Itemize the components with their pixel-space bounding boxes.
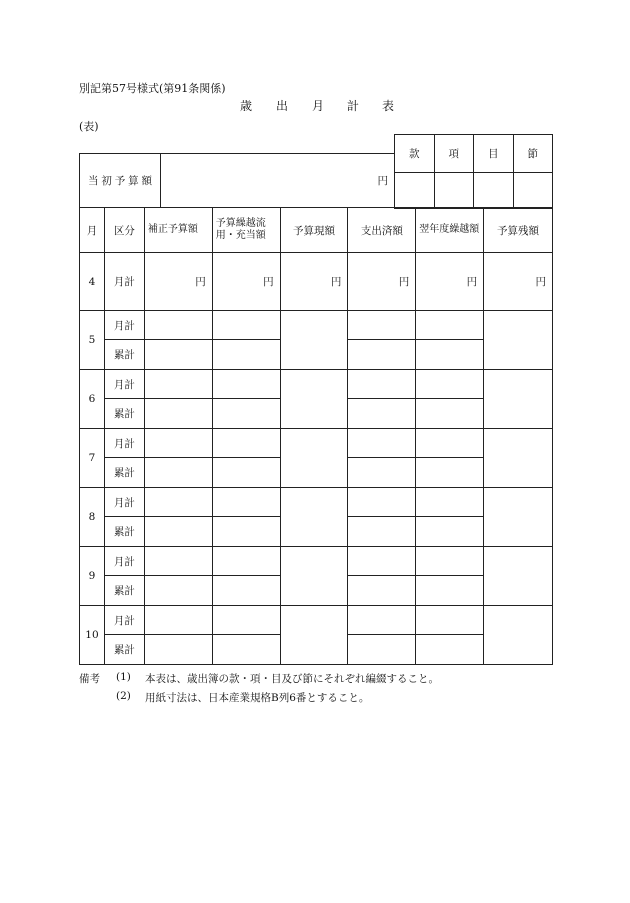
carryover-out-cell[interactable]: 円 [416,253,484,311]
initial-budget-value[interactable] [161,154,395,208]
category-cell: 月計 [104,547,144,576]
col-kan: 款 [395,135,435,173]
category-cell: 累計 [104,635,144,665]
remaining-cell[interactable]: 円 [484,253,553,311]
correction-cell[interactable] [144,458,212,488]
month-cell: 7 [80,429,105,488]
correction-cell[interactable] [144,399,212,429]
correction-cell[interactable] [144,606,212,635]
initial-budget-label: 当 初 予 算 額 [80,154,161,208]
carryover-in-cell[interactable] [212,429,280,458]
carryover-out-cell[interactable] [416,429,484,458]
correction-cell[interactable] [144,311,212,340]
table-row [80,311,553,340]
expended-cell[interactable] [348,370,416,399]
expended-cell[interactable] [348,547,416,576]
table-row [80,547,553,576]
month-cell: 10 [80,606,105,665]
col-moku: 目 [474,135,514,173]
yen-unit: 円 [377,175,388,187]
header-remaining: 予算残額 [484,208,553,253]
table-row [80,488,553,517]
col-kou: 項 [434,135,474,173]
expended-cell[interactable] [348,340,416,370]
title-char: 計 [347,99,360,113]
month-cell: 9 [80,547,105,606]
carryover-out-cell[interactable] [416,635,484,665]
monthly-table [79,207,553,665]
carryover-out-cell[interactable] [416,340,484,370]
carryover-out-cell[interactable] [416,311,484,340]
carryover-in-cell[interactable] [212,576,280,606]
remaining-cell[interactable] [484,311,553,370]
setsu-cell[interactable] [513,173,553,209]
expended-cell[interactable] [348,576,416,606]
expended-cell[interactable] [348,399,416,429]
carryover-out-cell[interactable] [416,547,484,576]
carryover-in-cell[interactable] [212,517,280,547]
kou-cell[interactable] [434,173,474,209]
table-row [80,370,553,399]
note-text: 用紙寸法は、日本産業規格B列6番とすること。 [145,692,370,704]
current-budget-cell[interactable] [280,429,348,488]
moku-cell[interactable] [474,173,514,209]
table-row [80,253,553,311]
category-cell: 月計 [104,429,144,458]
carryover-in-cell[interactable] [212,635,280,665]
header-category: 区分 [104,208,144,253]
note-number: (2) [116,690,131,702]
col-setsu: 節 [513,135,553,173]
category-cell: 月計 [104,606,144,635]
expended-cell[interactable] [348,458,416,488]
remaining-cell[interactable] [484,429,553,488]
title-char: 歳 [240,99,253,113]
month-cell: 8 [80,488,105,547]
remaining-cell[interactable] [484,370,553,429]
remaining-cell[interactable] [484,488,553,547]
category-cell: 累計 [104,340,144,370]
expended-cell[interactable] [348,517,416,547]
current-budget-cell[interactable] [280,547,348,606]
correction-cell[interactable] [144,429,212,458]
expended-cell[interactable]: 円 [348,253,416,311]
expended-cell[interactable] [348,429,416,458]
current-budget-cell[interactable] [280,606,348,665]
correction-cell[interactable] [144,488,212,517]
carryover-in-cell[interactable] [212,547,280,576]
carryover-out-cell[interactable] [416,517,484,547]
category-cell: 月計 [104,488,144,517]
title-char: 表 [382,99,395,113]
category-cell: 累計 [104,517,144,547]
month-cell: 5 [80,311,105,370]
header-carryover-out: 翌年度繰越額 [416,208,484,253]
classification-table [394,134,553,209]
note-number: (1) [116,671,131,683]
current-budget-cell[interactable] [280,488,348,547]
carryover-out-cell[interactable] [416,370,484,399]
header-expended: 支出済額 [348,208,416,253]
header-carryover-in: 予算繰越流用・充当額 [212,208,280,253]
carryover-out-cell[interactable] [416,576,484,606]
carryover-in-cell[interactable] [212,458,280,488]
category-cell: 累計 [104,458,144,488]
carryover-in-cell[interactable] [212,370,280,399]
carryover-in-cell[interactable] [212,488,280,517]
correction-cell[interactable] [144,547,212,576]
category-cell: 月計 [104,370,144,399]
notes-label: 備考 [79,673,100,685]
title-char: 出 [276,99,289,113]
carryover-in-cell[interactable] [212,311,280,340]
expended-cell[interactable] [348,606,416,635]
remaining-cell[interactable] [484,547,553,606]
category-cell: 累計 [104,576,144,606]
month-cell: 4 [80,253,105,311]
expended-cell[interactable] [348,311,416,340]
correction-cell[interactable] [144,517,212,547]
expended-cell[interactable] [348,488,416,517]
carryover-out-cell[interactable] [416,458,484,488]
header-correction: 補正予算額 [144,208,212,253]
carryover-in-cell[interactable]: 円 [212,253,280,311]
month-cell: 6 [80,370,105,429]
carryover-in-cell[interactable] [212,399,280,429]
carryover-out-cell[interactable] [416,488,484,517]
correction-cell[interactable] [144,370,212,399]
correction-cell[interactable] [144,340,212,370]
initial-budget-table [79,153,395,208]
note-text: 本表は、歳出簿の款・項・目及び節にそれぞれ編綴すること。 [145,673,439,685]
correction-cell[interactable]: 円 [144,253,212,311]
category-cell: 月計 [104,253,144,311]
carryover-in-cell[interactable] [212,606,280,635]
title-char: 月 [312,99,325,113]
form-number: 別記第57号様式(第91条関係) [79,82,226,95]
correction-cell[interactable] [144,576,212,606]
kan-cell[interactable] [395,173,435,209]
current-budget-cell[interactable] [280,311,348,370]
carryover-out-cell[interactable] [416,606,484,635]
category-cell: 累計 [104,399,144,429]
header-month: 月 [80,208,105,253]
header-current-budget: 予算現額 [280,208,348,253]
correction-cell[interactable] [144,635,212,665]
current-budget-cell[interactable] [280,370,348,429]
table-row [80,606,553,635]
category-cell: 月計 [104,311,144,340]
remaining-cell[interactable] [484,606,553,665]
side-label: (表) [79,120,99,133]
carryover-in-cell[interactable] [212,340,280,370]
expended-cell[interactable] [348,635,416,665]
table-row [80,429,553,458]
carryover-out-cell[interactable] [416,399,484,429]
current-budget-cell[interactable]: 円 [280,253,348,311]
